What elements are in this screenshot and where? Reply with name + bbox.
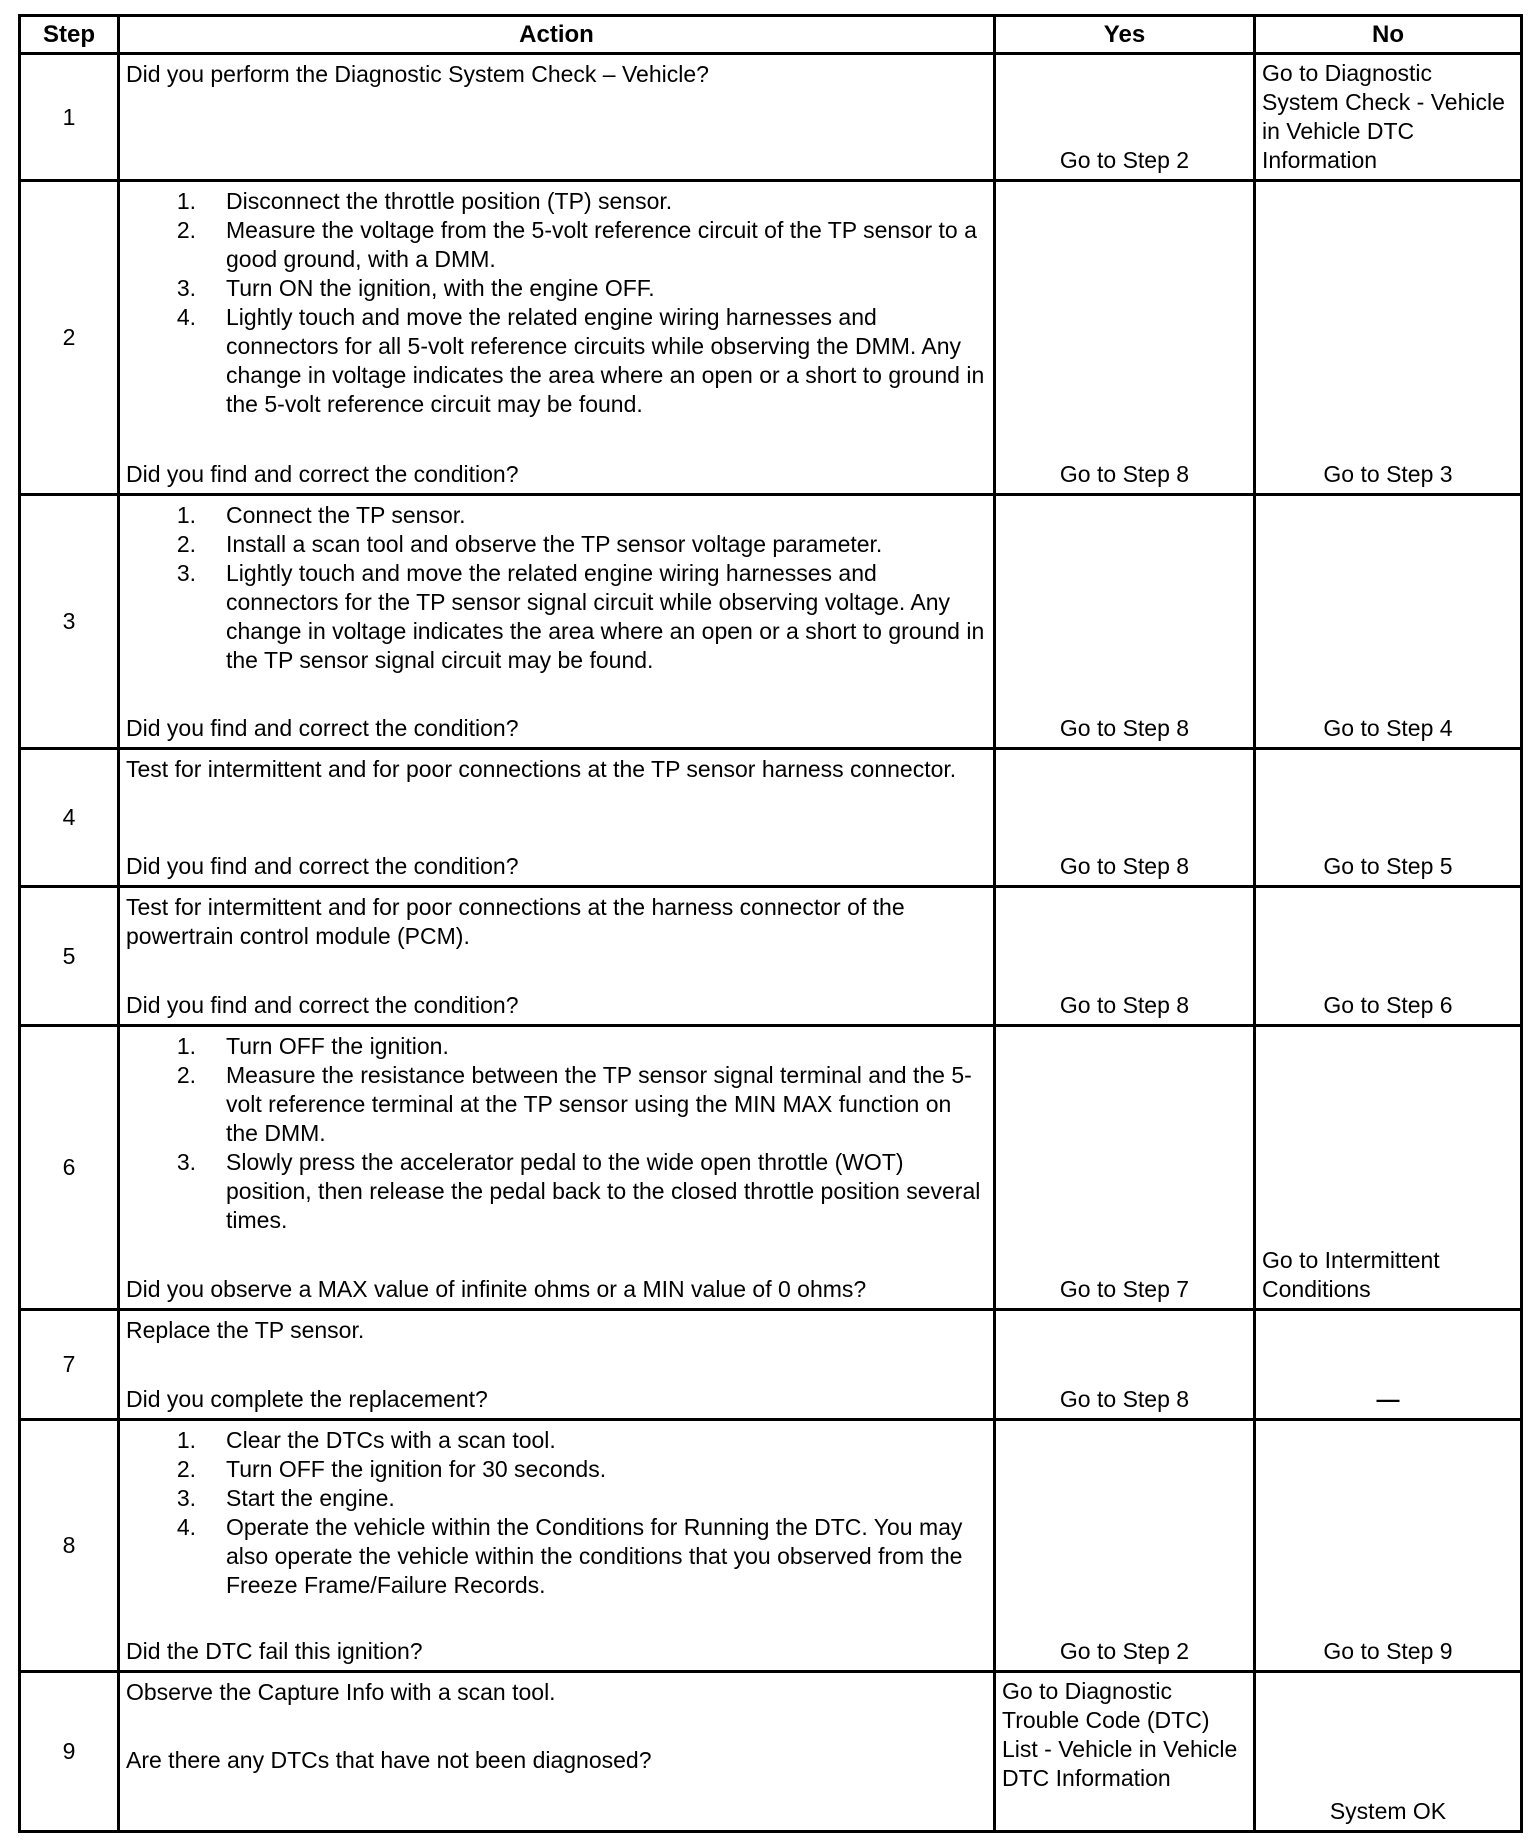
table-row [20, 181, 1522, 495]
action-cell [119, 1026, 995, 1310]
yes-cell [995, 1026, 1255, 1310]
action-question: Did you complete the replacement? [126, 1386, 488, 1412]
procedure-item: 4. Lightly touch and move the related engine wiring harnesses and connectors for all 5-volt reference circuits while observing the DMM. Any change in voltage indicates the area where an open or a short to ground in the 5-volt reference circuit may be found. [176, 304, 985, 417]
procedure-list [126, 1032, 985, 1275]
procedure-item: 3. Lightly touch and move the related engine wiring harnesses and connectors for the TP sensor signal circuit while observing voltage. Any change in voltage indicates the area where an open or a short to ground in the TP sensor signal circuit may be found. [176, 560, 985, 673]
action-text: Test for intermittent and for poor connections at the TP sensor harness connector. [126, 756, 957, 782]
step-number: 7 [20, 1310, 119, 1420]
procedure-item: 1. Turn OFF the ignition. [176, 1033, 449, 1059]
action-text: Did you perform the Diagnostic System Check – Vehicle? [126, 61, 709, 87]
procedure-item: 4. Operate the vehicle within the Conditions for Running the DTC. You may also operate the vehicle within the conditions that you observed from the Freeze Frame/Failure Records. [176, 1514, 963, 1598]
yes-cell [995, 749, 1255, 887]
step-number: 4 [20, 749, 119, 887]
no-cell [1255, 1672, 1522, 1832]
yes-result: Go to Step 8 [1059, 992, 1190, 1018]
yes-result: Go to Step 2 [1059, 147, 1190, 173]
action-cell [119, 1672, 995, 1832]
no-result: Go to Step 9 [1323, 1638, 1453, 1664]
no-result: Go to Step 5 [1323, 853, 1453, 879]
no-cell [1255, 495, 1522, 749]
no-result: Go to Step 3 [1323, 461, 1453, 487]
action-text: Replace the TP sensor. [126, 1317, 365, 1343]
yes-cell [995, 495, 1255, 749]
action-cell [119, 1420, 995, 1672]
table-row [20, 54, 1522, 181]
yes-result: Go to Step 8 [1059, 1386, 1190, 1412]
header-action: Action [119, 16, 995, 54]
yes-cell [995, 887, 1255, 1026]
action-cell [119, 1310, 995, 1420]
yes-result: Go to Step 8 [1059, 461, 1190, 487]
procedure-list [126, 1426, 985, 1637]
yes-result: Go to Diagnostic Trouble Code (DTC) List - Vehicle in Vehicle DTC Information [1002, 1678, 1238, 1791]
step-number: 6 [20, 1026, 119, 1310]
no-cell [1255, 1026, 1522, 1310]
step-number: 2 [20, 181, 119, 495]
action-question: Did you find and correct the condition? [126, 461, 519, 487]
table-row [20, 495, 1522, 749]
table-row [20, 1310, 1522, 1420]
yes-cell [995, 1672, 1255, 1832]
action-question: Did the DTC fail this ignition? [126, 1638, 423, 1664]
action-cell [119, 495, 995, 749]
yes-result: Go to Step 8 [1059, 715, 1190, 741]
procedure-list [126, 187, 985, 460]
table-row [20, 749, 1522, 887]
step-number: 1 [20, 54, 119, 181]
step-number: 9 [20, 1672, 119, 1832]
step-number: 5 [20, 887, 119, 1026]
no-result: System OK [1329, 1798, 1447, 1824]
no-result: Go to Diagnostic System Check - Vehicle in Vehicle DTC Information [1262, 60, 1505, 173]
no-result: Go to Intermittent Conditions [1262, 1247, 1440, 1302]
table-row [20, 1026, 1522, 1310]
procedure-item: 1. Connect the TP sensor. [176, 502, 466, 528]
procedure-item: 3. Start the engine. [176, 1485, 395, 1511]
procedure-item: 1. Clear the DTCs with a scan tool. [176, 1427, 556, 1453]
action-question: Are there any DTCs that have not been diagnosed? [126, 1747, 652, 1773]
action-text: Test for intermittent and for poor connections at the harness connector of the powertrain control module (PCM). [126, 894, 905, 949]
action-question: Did you find and correct the condition? [126, 992, 519, 1018]
procedure-item: 2. Install a scan tool and observe the TP sensor voltage parameter. [176, 531, 883, 557]
table-row [20, 1420, 1522, 1672]
yes-result: Go to Step 7 [1059, 1276, 1190, 1302]
yes-cell [995, 181, 1255, 495]
no-result: Go to Step 4 [1323, 715, 1453, 741]
action-question: Did you find and correct the condition? [126, 715, 519, 741]
procedure-item: 3. Turn ON the ignition, with the engine OFF. [176, 275, 655, 301]
procedure-item: 3. Slowly press the accelerator pedal to the wide open throttle (WOT) position, then release the pedal back to the closed throttle position several times. [176, 1149, 981, 1233]
action-question: Did you observe a MAX value of infinite ohms or a MIN value of 0 ohms? [126, 1276, 867, 1302]
procedure-item: 1. Disconnect the throttle position (TP) sensor. [176, 188, 673, 214]
no-result: — [1376, 1386, 1400, 1412]
procedure-item: 2. Turn OFF the ignition for 30 seconds. [176, 1456, 607, 1482]
action-cell [119, 181, 995, 495]
yes-cell [995, 1420, 1255, 1672]
procedure-item: 2. Measure the voltage from the 5-volt reference circuit of the TP sensor to a good ground, with a DMM. [176, 217, 977, 272]
step-number: 3 [20, 495, 119, 749]
action-cell [119, 887, 995, 1026]
header-step: Step [20, 16, 119, 54]
table-row [20, 1672, 1522, 1832]
no-cell [1255, 1310, 1522, 1420]
action-question: Did you find and correct the condition? [126, 853, 519, 879]
no-cell [1255, 749, 1522, 887]
no-cell [1255, 887, 1522, 1026]
procedure-item: 2. Measure the resistance between the TP sensor signal terminal and the 5-volt reference terminal at the TP sensor using the MIN MAX function on the DMM. [176, 1062, 972, 1146]
yes-cell [995, 54, 1255, 181]
yes-result: Go to Step 8 [1059, 853, 1190, 879]
yes-result: Go to Step 2 [1059, 1638, 1190, 1664]
action-cell [119, 749, 995, 887]
no-cell [1255, 54, 1522, 181]
header-no: No [1255, 16, 1522, 54]
action-cell [119, 54, 995, 181]
yes-cell [995, 1310, 1255, 1420]
table-row [20, 887, 1522, 1026]
no-cell [1255, 181, 1522, 495]
no-cell [1255, 1420, 1522, 1672]
procedure-list [126, 501, 985, 714]
diagnostic-table [18, 14, 1523, 1833]
header-yes: Yes [995, 16, 1255, 54]
action-text: Observe the Capture Info with a scan tool. [126, 1679, 556, 1705]
header-row [20, 16, 1522, 54]
step-number: 8 [20, 1420, 119, 1672]
no-result: Go to Step 6 [1323, 992, 1453, 1018]
